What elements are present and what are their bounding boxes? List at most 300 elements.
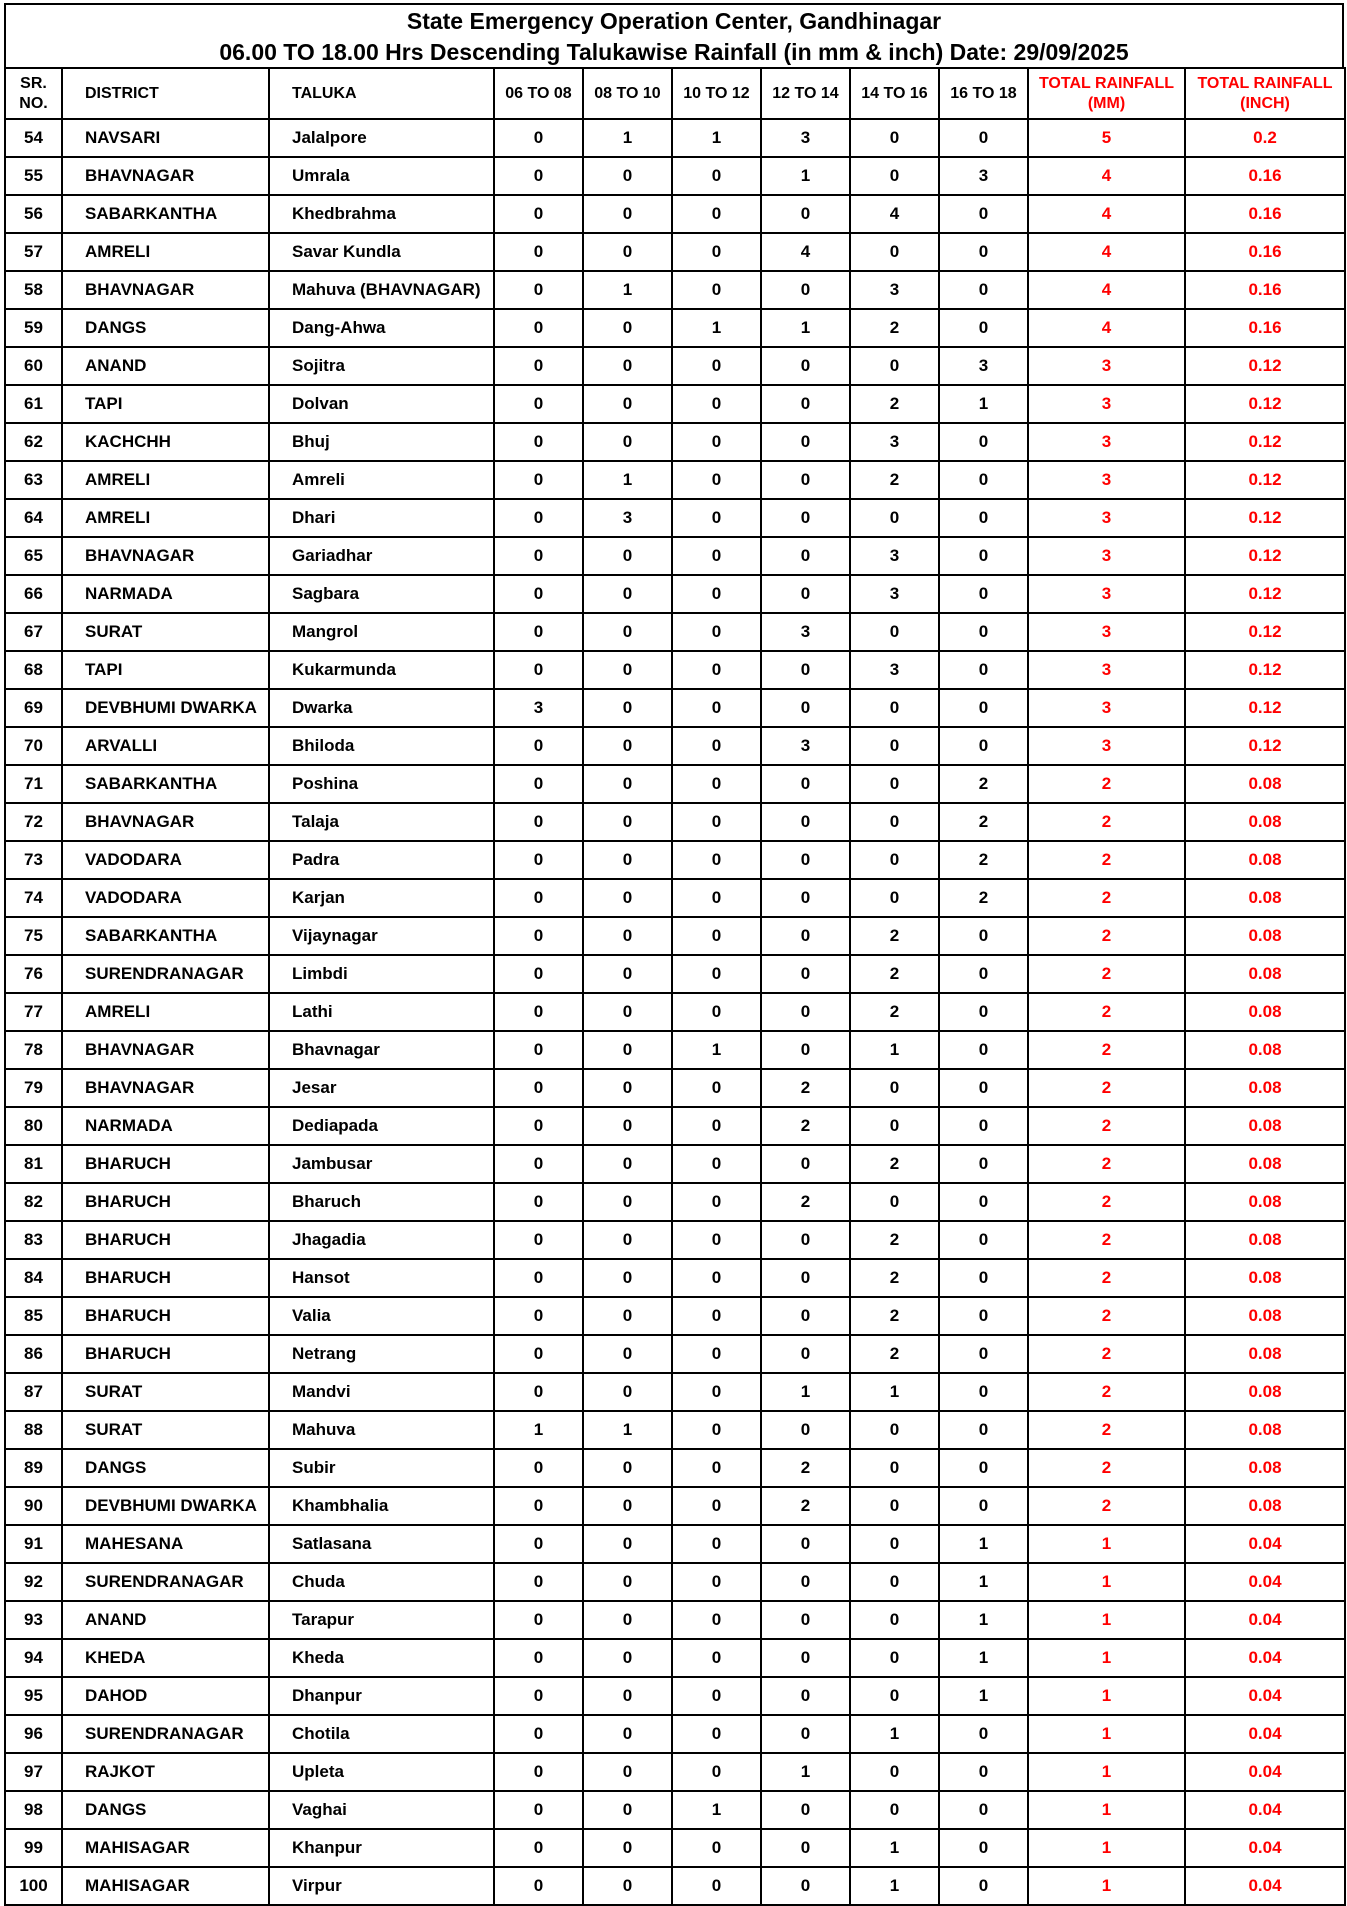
slot-14-16-cell: 3	[850, 575, 939, 613]
total-mm-cell: 1	[1028, 1867, 1185, 1905]
col-header-total-inch	[1185, 68, 1345, 119]
total-inch-cell: 0.08	[1185, 1069, 1345, 1107]
table-row	[5, 499, 1345, 537]
slot-06-08-cell: 0	[494, 727, 583, 765]
col-header-slot-06-08: 06 TO 08	[494, 68, 583, 119]
table-row	[5, 233, 1345, 271]
taluka-cell: Jambusar	[269, 1145, 494, 1183]
slot-14-16-cell: 2	[850, 385, 939, 423]
district-cell: BHARUCH	[62, 1259, 269, 1297]
sr-no-cell: 87	[5, 1373, 62, 1411]
slot-06-08-cell: 0	[494, 1221, 583, 1259]
slot-16-18-cell: 1	[939, 1525, 1028, 1563]
slot-12-14-cell: 0	[761, 1297, 850, 1335]
sr-no-cell: 63	[5, 461, 62, 499]
total-mm-cell: 3	[1028, 651, 1185, 689]
sr-no-cell: 91	[5, 1525, 62, 1563]
total-mm-cell: 2	[1028, 1221, 1185, 1259]
col-header-slot-08-10: 08 TO 10	[583, 68, 672, 119]
table-row	[5, 1639, 1345, 1677]
slot-14-16-cell: 2	[850, 917, 939, 955]
slot-06-08-cell: 0	[494, 233, 583, 271]
district-cell: BHAVNAGAR	[62, 1069, 269, 1107]
slot-10-12-cell: 0	[672, 1639, 761, 1677]
slot-12-14-cell: 0	[761, 993, 850, 1031]
sr-no-cell: 72	[5, 803, 62, 841]
slot-16-18-cell: 0	[939, 917, 1028, 955]
taluka-cell: Limbdi	[269, 955, 494, 993]
district-cell: BHARUCH	[62, 1297, 269, 1335]
slot-10-12-cell: 0	[672, 1487, 761, 1525]
taluka-cell: Dolvan	[269, 385, 494, 423]
taluka-cell: Kheda	[269, 1639, 494, 1677]
taluka-cell: Chotila	[269, 1715, 494, 1753]
slot-12-14-cell: 0	[761, 917, 850, 955]
taluka-cell: Mandvi	[269, 1373, 494, 1411]
title-line-1: State Emergency Operation Center, Gandhinagar	[406, 8, 942, 34]
sr-no-cell: 92	[5, 1563, 62, 1601]
slot-08-10-cell: 0	[583, 423, 672, 461]
total-inch-cell: 0.12	[1185, 423, 1345, 461]
slot-14-16-cell: 3	[850, 651, 939, 689]
sr-no-cell: 84	[5, 1259, 62, 1297]
total-inch-cell: 0.08	[1185, 1221, 1345, 1259]
slot-06-08-cell: 0	[494, 271, 583, 309]
district-cell: SURAT	[62, 613, 269, 651]
table-body	[5, 119, 1345, 1905]
slot-06-08-cell: 0	[494, 1601, 583, 1639]
taluka-cell: Khanpur	[269, 1829, 494, 1867]
taluka-cell: Valia	[269, 1297, 494, 1335]
district-cell: BHARUCH	[62, 1335, 269, 1373]
total-inch-cell: 0.16	[1185, 233, 1345, 271]
slot-14-16-cell: 0	[850, 879, 939, 917]
total-mm-cell: 4	[1028, 233, 1185, 271]
slot-16-18-cell: 0	[939, 1297, 1028, 1335]
sr-no-cell: 61	[5, 385, 62, 423]
taluka-cell: Chuda	[269, 1563, 494, 1601]
sr-no-cell: 90	[5, 1487, 62, 1525]
slot-06-08-cell: 0	[494, 1259, 583, 1297]
slot-06-08-cell: 1	[494, 1411, 583, 1449]
slot-16-18-cell: 0	[939, 613, 1028, 651]
slot-12-14-cell: 0	[761, 1791, 850, 1829]
sr-no-cell: 75	[5, 917, 62, 955]
total-inch-cell: 0.08	[1185, 1259, 1345, 1297]
slot-10-12-cell: 0	[672, 499, 761, 537]
slot-14-16-cell: 0	[850, 1487, 939, 1525]
slot-16-18-cell: 0	[939, 1107, 1028, 1145]
table-row	[5, 1145, 1345, 1183]
slot-10-12-cell: 0	[672, 1145, 761, 1183]
slot-08-10-cell: 1	[583, 119, 672, 157]
sr-no-cell: 95	[5, 1677, 62, 1715]
slot-12-14-cell: 0	[761, 1677, 850, 1715]
taluka-cell: Tarapur	[269, 1601, 494, 1639]
slot-14-16-cell: 0	[850, 119, 939, 157]
total-mm-cell: 2	[1028, 993, 1185, 1031]
slot-16-18-cell: 1	[939, 1639, 1028, 1677]
slot-12-14-cell: 0	[761, 499, 850, 537]
slot-10-12-cell: 0	[672, 271, 761, 309]
slot-12-14-cell: 2	[761, 1183, 850, 1221]
taluka-cell: Dang-Ahwa	[269, 309, 494, 347]
total-mm-cell: 1	[1028, 1753, 1185, 1791]
slot-06-08-cell: 0	[494, 1829, 583, 1867]
total-inch-cell: 0.08	[1185, 1183, 1345, 1221]
total-inch-cell: 0.08	[1185, 1031, 1345, 1069]
slot-08-10-cell: 0	[583, 841, 672, 879]
report-title	[4, 3, 1344, 67]
district-cell: VADODARA	[62, 841, 269, 879]
slot-08-10-cell: 0	[583, 1563, 672, 1601]
slot-08-10-cell: 0	[583, 347, 672, 385]
slot-16-18-cell: 0	[939, 1715, 1028, 1753]
table-header-row	[5, 68, 1345, 119]
table-row	[5, 993, 1345, 1031]
slot-10-12-cell: 0	[672, 157, 761, 195]
slot-12-14-cell: 0	[761, 1335, 850, 1373]
total-inch-cell: 0.08	[1185, 1411, 1345, 1449]
total-mm-cell: 4	[1028, 195, 1185, 233]
total-inch-cell: 0.12	[1185, 689, 1345, 727]
district-cell: DAHOD	[62, 1677, 269, 1715]
slot-14-16-cell: 0	[850, 1563, 939, 1601]
total-inch-cell: 0.08	[1185, 917, 1345, 955]
slot-06-08-cell: 0	[494, 1791, 583, 1829]
total-mm-cell: 2	[1028, 1297, 1185, 1335]
slot-06-08-cell: 0	[494, 385, 583, 423]
table-row	[5, 1031, 1345, 1069]
slot-06-08-cell: 0	[494, 1449, 583, 1487]
slot-10-12-cell: 0	[672, 1715, 761, 1753]
slot-06-08-cell: 0	[494, 157, 583, 195]
total-inch-cell: 0.12	[1185, 651, 1345, 689]
table-row	[5, 727, 1345, 765]
table-row	[5, 271, 1345, 309]
district-cell: KHEDA	[62, 1639, 269, 1677]
title-line-2: 06.00 TO 18.00 Hrs Descending Talukawise Rainfall (in mm & inch) Date: 29/09/2025	[219, 39, 1129, 65]
slot-16-18-cell: 0	[939, 651, 1028, 689]
slot-06-08-cell: 3	[494, 689, 583, 727]
district-cell: NARMADA	[62, 575, 269, 613]
slot-10-12-cell: 0	[672, 1753, 761, 1791]
slot-08-10-cell: 0	[583, 1259, 672, 1297]
slot-16-18-cell: 0	[939, 1069, 1028, 1107]
table-row	[5, 575, 1345, 613]
total-mm-cell: 2	[1028, 1069, 1185, 1107]
taluka-cell: Dediapada	[269, 1107, 494, 1145]
slot-12-14-cell: 0	[761, 1221, 850, 1259]
district-cell: SURAT	[62, 1411, 269, 1449]
taluka-cell: Jesar	[269, 1069, 494, 1107]
total-inch-cell: 0.04	[1185, 1639, 1345, 1677]
slot-10-12-cell: 1	[672, 1031, 761, 1069]
table-row	[5, 955, 1345, 993]
total-inch-cell: 0.08	[1185, 993, 1345, 1031]
sr-no-cell: 68	[5, 651, 62, 689]
col-header-slot-12-14: 12 TO 14	[761, 68, 850, 119]
slot-08-10-cell: 0	[583, 727, 672, 765]
total-inch-cell: 0.16	[1185, 271, 1345, 309]
slot-16-18-cell: 0	[939, 1487, 1028, 1525]
table-row	[5, 119, 1345, 157]
table-row	[5, 1753, 1345, 1791]
slot-06-08-cell: 0	[494, 955, 583, 993]
total-mm-cell: 3	[1028, 689, 1185, 727]
slot-10-12-cell: 0	[672, 1601, 761, 1639]
table-row	[5, 1107, 1345, 1145]
table-row	[5, 803, 1345, 841]
slot-10-12-cell: 0	[672, 879, 761, 917]
district-cell: SURENDRANAGAR	[62, 955, 269, 993]
table-row	[5, 347, 1345, 385]
slot-14-16-cell: 2	[850, 993, 939, 1031]
slot-12-14-cell: 0	[761, 1715, 850, 1753]
district-cell: MAHISAGAR	[62, 1867, 269, 1905]
slot-12-14-cell: 0	[761, 841, 850, 879]
total-inch-cell: 0.08	[1185, 955, 1345, 993]
slot-08-10-cell: 0	[583, 1829, 672, 1867]
slot-12-14-cell: 0	[761, 1639, 850, 1677]
slot-10-12-cell: 0	[672, 1411, 761, 1449]
rainfall-table	[4, 67, 1346, 1906]
total-mm-cell: 1	[1028, 1601, 1185, 1639]
slot-06-08-cell: 0	[494, 879, 583, 917]
district-cell: BHAVNAGAR	[62, 803, 269, 841]
total-mm-cell: 2	[1028, 1259, 1185, 1297]
slot-14-16-cell: 2	[850, 1145, 939, 1183]
slot-16-18-cell: 0	[939, 955, 1028, 993]
total-inch-cell: 0.08	[1185, 879, 1345, 917]
slot-14-16-cell: 0	[850, 613, 939, 651]
slot-06-08-cell: 0	[494, 1297, 583, 1335]
slot-06-08-cell: 0	[494, 461, 583, 499]
taluka-cell: Bhiloda	[269, 727, 494, 765]
slot-10-12-cell: 0	[672, 993, 761, 1031]
slot-06-08-cell: 0	[494, 309, 583, 347]
total-mm-cell: 1	[1028, 1563, 1185, 1601]
table-row	[5, 157, 1345, 195]
district-cell: MAHISAGAR	[62, 1829, 269, 1867]
slot-14-16-cell: 0	[850, 347, 939, 385]
col-header-total-mm	[1028, 68, 1185, 119]
slot-10-12-cell: 1	[672, 1791, 761, 1829]
slot-16-18-cell: 0	[939, 1031, 1028, 1069]
slot-12-14-cell: 2	[761, 1449, 850, 1487]
slot-14-16-cell: 2	[850, 309, 939, 347]
total-mm-cell: 2	[1028, 1107, 1185, 1145]
sr-no-cell: 98	[5, 1791, 62, 1829]
slot-12-14-cell: 0	[761, 879, 850, 917]
total-inch-cell: 0.08	[1185, 1297, 1345, 1335]
district-cell: DANGS	[62, 1791, 269, 1829]
total-inch-cell: 0.2	[1185, 119, 1345, 157]
district-cell: AMRELI	[62, 499, 269, 537]
total-inch-cell: 0.04	[1185, 1867, 1345, 1905]
table-row	[5, 461, 1345, 499]
slot-16-18-cell: 3	[939, 157, 1028, 195]
slot-16-18-cell: 0	[939, 309, 1028, 347]
slot-08-10-cell: 0	[583, 1373, 672, 1411]
taluka-cell: Savar Kundla	[269, 233, 494, 271]
total-mm-cell: 2	[1028, 955, 1185, 993]
slot-16-18-cell: 0	[939, 1753, 1028, 1791]
slot-10-12-cell: 0	[672, 689, 761, 727]
district-cell: BHAVNAGAR	[62, 1031, 269, 1069]
table-row	[5, 1373, 1345, 1411]
slot-16-18-cell: 0	[939, 1183, 1028, 1221]
slot-16-18-cell: 0	[939, 499, 1028, 537]
total-mm-cell: 3	[1028, 613, 1185, 651]
slot-10-12-cell: 0	[672, 461, 761, 499]
slot-06-08-cell: 0	[494, 1563, 583, 1601]
slot-14-16-cell: 2	[850, 461, 939, 499]
taluka-cell: Bharuch	[269, 1183, 494, 1221]
slot-10-12-cell: 0	[672, 347, 761, 385]
slot-12-14-cell: 0	[761, 803, 850, 841]
slot-10-12-cell: 0	[672, 613, 761, 651]
district-cell: DEVBHUMI DWARKA	[62, 689, 269, 727]
district-cell: KACHCHH	[62, 423, 269, 461]
slot-06-08-cell: 0	[494, 1867, 583, 1905]
taluka-cell: Netrang	[269, 1335, 494, 1373]
slot-08-10-cell: 0	[583, 1031, 672, 1069]
slot-16-18-cell: 3	[939, 347, 1028, 385]
slot-14-16-cell: 2	[850, 955, 939, 993]
slot-16-18-cell: 2	[939, 879, 1028, 917]
slot-08-10-cell: 0	[583, 537, 672, 575]
total-mm-cell: 2	[1028, 879, 1185, 917]
district-cell: SURENDRANAGAR	[62, 1715, 269, 1753]
slot-14-16-cell: 0	[850, 803, 939, 841]
table-row	[5, 1829, 1345, 1867]
slot-16-18-cell: 1	[939, 1601, 1028, 1639]
slot-16-18-cell: 0	[939, 119, 1028, 157]
total-mm-cell: 1	[1028, 1791, 1185, 1829]
slot-12-14-cell: 1	[761, 157, 850, 195]
total-inch-cell: 0.16	[1185, 195, 1345, 233]
slot-10-12-cell: 0	[672, 1107, 761, 1145]
total-inch-cell: 0.04	[1185, 1601, 1345, 1639]
table-row	[5, 1677, 1345, 1715]
slot-12-14-cell: 0	[761, 765, 850, 803]
sr-no-cell: 62	[5, 423, 62, 461]
slot-10-12-cell: 0	[672, 1221, 761, 1259]
slot-16-18-cell: 0	[939, 1829, 1028, 1867]
slot-12-14-cell: 3	[761, 727, 850, 765]
slot-16-18-cell: 1	[939, 385, 1028, 423]
total-inch-cell: 0.12	[1185, 727, 1345, 765]
slot-12-14-cell: 0	[761, 651, 850, 689]
sr-no-cell: 78	[5, 1031, 62, 1069]
slot-06-08-cell: 0	[494, 1031, 583, 1069]
slot-10-12-cell: 0	[672, 1069, 761, 1107]
slot-14-16-cell: 0	[850, 1525, 939, 1563]
total-mm-cell: 2	[1028, 917, 1185, 955]
slot-06-08-cell: 0	[494, 803, 583, 841]
slot-06-08-cell: 0	[494, 841, 583, 879]
sr-no-cell: 74	[5, 879, 62, 917]
slot-16-18-cell: 1	[939, 1677, 1028, 1715]
sr-no-cell: 76	[5, 955, 62, 993]
slot-10-12-cell: 0	[672, 727, 761, 765]
slot-16-18-cell: 2	[939, 841, 1028, 879]
district-cell: AMRELI	[62, 233, 269, 271]
table-row	[5, 195, 1345, 233]
slot-14-16-cell: 2	[850, 1259, 939, 1297]
sr-no-cell: 85	[5, 1297, 62, 1335]
taluka-cell: Subir	[269, 1449, 494, 1487]
district-cell: ANAND	[62, 1601, 269, 1639]
slot-10-12-cell: 0	[672, 1335, 761, 1373]
taluka-cell: Amreli	[269, 461, 494, 499]
sr-no-cell: 71	[5, 765, 62, 803]
slot-16-18-cell: 1	[939, 1563, 1028, 1601]
total-mm-cell: 2	[1028, 1335, 1185, 1373]
slot-14-16-cell: 1	[850, 1867, 939, 1905]
taluka-cell: Lathi	[269, 993, 494, 1031]
slot-08-10-cell: 0	[583, 955, 672, 993]
slot-16-18-cell: 2	[939, 803, 1028, 841]
table-row	[5, 309, 1345, 347]
total-mm-cell: 2	[1028, 1373, 1185, 1411]
total-inch-cell: 0.04	[1185, 1791, 1345, 1829]
total-mm-cell: 2	[1028, 841, 1185, 879]
slot-16-18-cell: 0	[939, 575, 1028, 613]
slot-16-18-cell: 0	[939, 1373, 1028, 1411]
table-row	[5, 1069, 1345, 1107]
sr-no-cell: 56	[5, 195, 62, 233]
district-cell: DANGS	[62, 309, 269, 347]
total-mm-cell: 4	[1028, 157, 1185, 195]
slot-10-12-cell: 0	[672, 841, 761, 879]
total-inch-cell: 0.08	[1185, 1373, 1345, 1411]
table-row	[5, 1487, 1345, 1525]
slot-12-14-cell: 1	[761, 1753, 850, 1791]
total-inch-cell: 0.12	[1185, 613, 1345, 651]
table-row	[5, 1221, 1345, 1259]
slot-10-12-cell: 0	[672, 803, 761, 841]
slot-12-14-cell: 2	[761, 1107, 850, 1145]
slot-06-08-cell: 0	[494, 1753, 583, 1791]
slot-14-16-cell: 0	[850, 841, 939, 879]
slot-06-08-cell: 0	[494, 1145, 583, 1183]
slot-10-12-cell: 0	[672, 1677, 761, 1715]
slot-14-16-cell: 1	[850, 1829, 939, 1867]
slot-10-12-cell: 0	[672, 917, 761, 955]
total-mm-header-line-1: TOTAL RAINFALL	[1038, 74, 1175, 92]
slot-16-18-cell: 0	[939, 1145, 1028, 1183]
slot-16-18-cell: 0	[939, 1411, 1028, 1449]
slot-12-14-cell: 0	[761, 1525, 850, 1563]
slot-12-14-cell: 0	[761, 385, 850, 423]
slot-10-12-cell: 1	[672, 309, 761, 347]
table-row	[5, 1335, 1345, 1373]
slot-12-14-cell: 1	[761, 1373, 850, 1411]
table-row	[5, 917, 1345, 955]
slot-14-16-cell: 0	[850, 1639, 939, 1677]
total-inch-cell: 0.04	[1185, 1715, 1345, 1753]
district-cell: BHAVNAGAR	[62, 271, 269, 309]
total-inch-cell: 0.12	[1185, 461, 1345, 499]
total-inch-cell: 0.04	[1185, 1829, 1345, 1867]
slot-12-14-cell: 0	[761, 689, 850, 727]
slot-08-10-cell: 1	[583, 271, 672, 309]
col-header-district: DISTRICT	[62, 68, 269, 119]
slot-12-14-cell: 0	[761, 1601, 850, 1639]
table-row	[5, 1449, 1345, 1487]
